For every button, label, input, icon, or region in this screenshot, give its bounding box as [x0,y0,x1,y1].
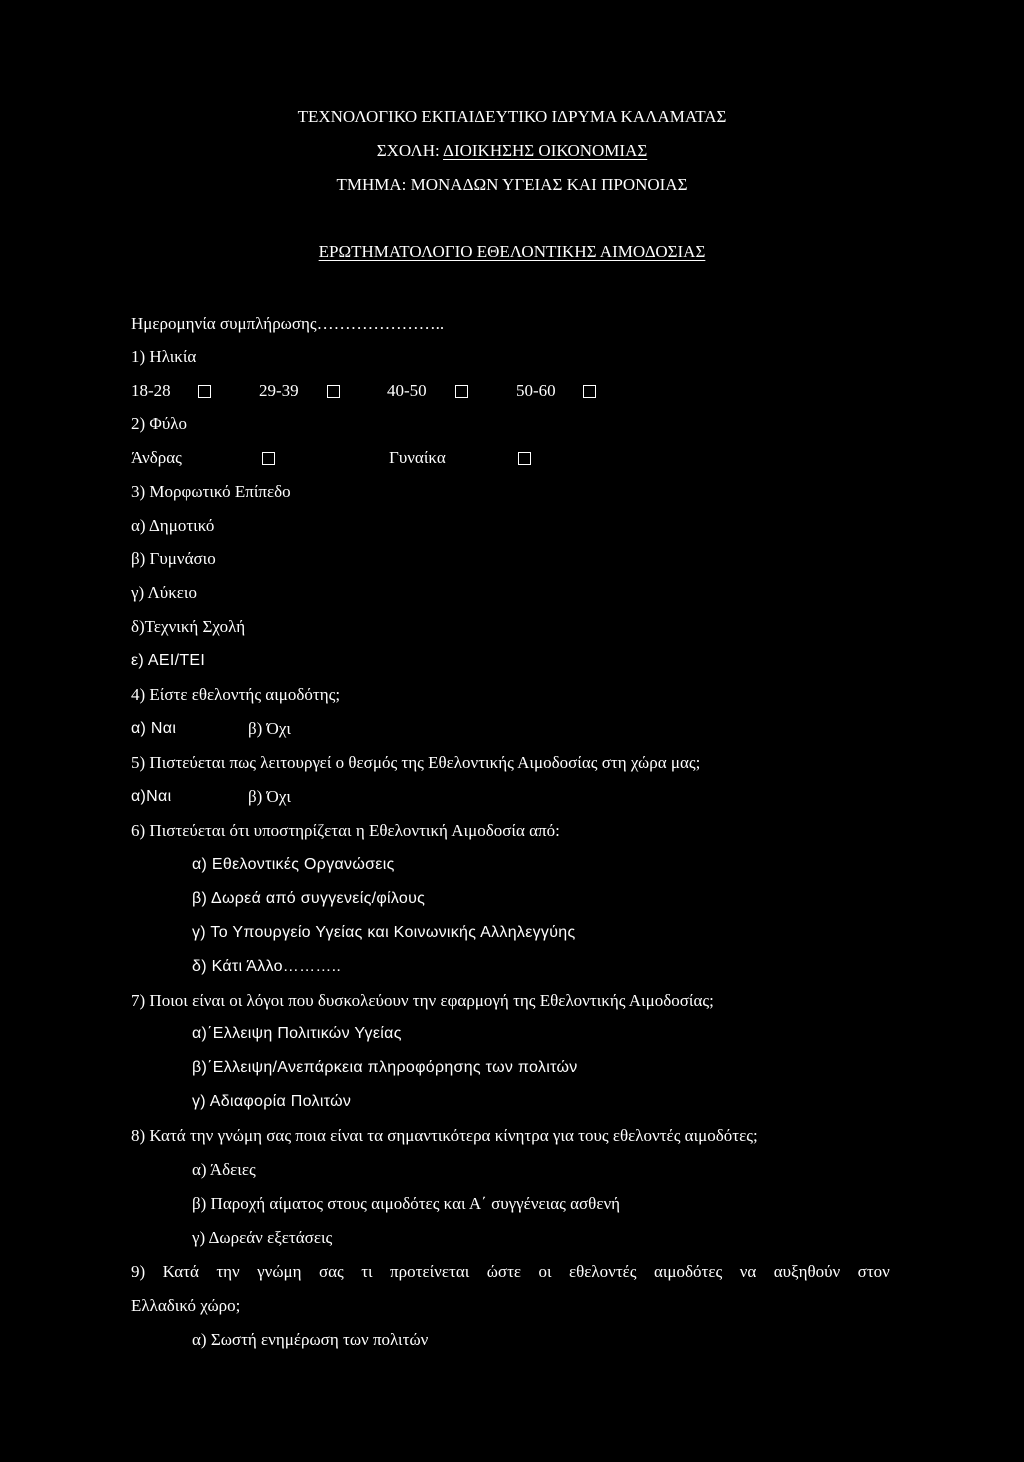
institution-name: ΤΕΧΝΟΛΟΓΙΚΟ ΕΚΠΑΙΔΕΥΤΙΚΟ ΙΔΡΥΜΑ ΚΑΛΑΜΑΤΑΣ [297,107,727,126]
q9-word: σας [318,1262,344,1281]
q6-option[interactable]: α) Εθελοντικές Οργανώσεις [192,856,395,873]
q9-word: γνώμη [257,1262,302,1281]
q9-word: αυξηθούν [773,1262,841,1281]
q4-question: 4) Είστε εθελοντής αιμοδότης; [131,685,341,704]
q3-option[interactable]: ε) ΑΕΙ/ΤΕΙ [131,652,206,669]
q1-checkbox-18-28[interactable] [198,385,211,398]
q8-option[interactable]: β) Παροχή αίματος στους αιμοδότες και Α΄ συγγένειας ασθενή [192,1194,621,1213]
q1-option-label: 50-60 [516,381,556,400]
q9-word: προτείνεται [390,1262,470,1281]
q3-option[interactable]: α) Δημοτικό [131,516,215,535]
q9-word: να [739,1262,757,1281]
q6-option[interactable]: γ) Το Υπουργείο Υγείας και Κοινωνικής Αλληλεγγύης [192,924,576,941]
q9-question-continued: Ελλαδικό χώρο; [131,1296,241,1315]
q9-word: αιμοδότες [653,1262,723,1281]
q7-option[interactable]: α)΄Ελλειψη Πολιτικών Υγείας [192,1025,402,1042]
q9-word: τι [361,1262,373,1281]
q5-question: 5) Πιστεύεται πως λειτουργεί ο θεσμός της Εθελοντικής Αιμοδοσίας στη χώρα μας; [131,753,701,772]
q4-option-yes[interactable]: α) Ναι [131,720,177,737]
q7-option[interactable]: β)΄Ελλειψη/Ανεπάρκεια πληροφόρησης των πολιτών [192,1059,578,1076]
q5-option-yes[interactable]: α)Ναι [131,788,172,805]
completion-date-field[interactable]: Ημερομηνία συμπλήρωσης………………….. [131,314,445,333]
q1-option-label: 29-39 [259,381,299,400]
school-line [0,140,1024,162]
q1-checkbox-40-50[interactable] [455,385,468,398]
q2-checkbox-female[interactable] [518,452,531,465]
q8-option[interactable]: γ) Δωρεάν εξετάσεις [192,1228,333,1247]
q4-options [0,718,1024,740]
q1-checkbox-50-60[interactable] [583,385,596,398]
q7-question: 7) Ποιοι είναι οι λόγοι που δυσκολεύουν την εφαρμογή της Εθελοντικής Αιμοδοσίας; [131,991,714,1010]
questionnaire-title: ΕΡΩΤΗΜΑΤΟΛΟΓΙΟ ΕΘΕΛΟΝΤΙΚΗΣ ΑΙΜΟΔΟΣΙΑΣ [318,242,706,261]
q9-word: οι [538,1262,552,1281]
q1-options [0,380,1024,402]
q6-question: 6) Πιστεύεται ότι υποστηρίζεται η Εθελοντική Αιμοδοσία από: [131,821,560,840]
q4-option-no[interactable]: β) Όχι [248,719,291,738]
q3-question: 3) Μορφωτικό Επίπεδο [131,482,291,501]
q9-word: Κατά [162,1262,199,1281]
q9-word: στον [857,1262,890,1281]
q6-option[interactable]: δ) Κάτι Άλλο……….. [192,958,342,975]
q9-word: 9) [131,1262,146,1281]
q1-question: 1) Ηλικία [131,347,197,366]
q6-option[interactable]: β) Δωρεά από συγγενείς/φίλους [192,890,426,907]
q7-option[interactable]: γ) Αδιαφορία Πολιτών [192,1093,352,1110]
q9-word: εθελοντές [568,1262,637,1281]
q9-word: ώστε [486,1262,522,1281]
q3-option[interactable]: γ) Λύκειο [131,583,198,602]
q9-option[interactable]: α) Σωστή ενημέρωση των πολιτών [192,1330,429,1349]
q2-options [0,447,1024,469]
school-label: ΣΧΟΛΗ: [376,141,444,160]
q5-options [0,786,1024,808]
q1-option-label: 18-28 [131,381,171,400]
q2-question: 2) Φύλο [131,414,187,433]
school-name: ΔΙΟΙΚΗΣΗΣ ΟΙΚΟΝΟΜΙΑΣ [443,141,648,160]
q2-checkbox-male[interactable] [262,452,275,465]
q2-option-label: Άνδρας [131,448,182,467]
department-line: ΤΜΗΜΑ: ΜΟΝΑΔΩΝ ΥΓΕΙΑΣ ΚΑΙ ΠΡΟΝΟΙΑΣ [336,175,688,194]
q9-question [131,1261,890,1283]
q8-question: 8) Κατά την γνώμη σας ποια είναι τα σημαντικότερα κίνητρα για τους εθελοντές αιμοδότες; [131,1126,758,1145]
q3-option[interactable]: δ)Τεχνική Σχολή [131,617,246,636]
q8-option[interactable]: α) Άδειες [192,1160,256,1179]
q2-option-label: Γυναίκα [389,448,446,467]
q1-checkbox-29-39[interactable] [327,385,340,398]
q3-option[interactable]: β) Γυμνάσιο [131,549,216,568]
q1-option-label: 40-50 [387,381,427,400]
q9-word: την [216,1262,240,1281]
q5-option-no[interactable]: β) Όχι [248,787,291,806]
